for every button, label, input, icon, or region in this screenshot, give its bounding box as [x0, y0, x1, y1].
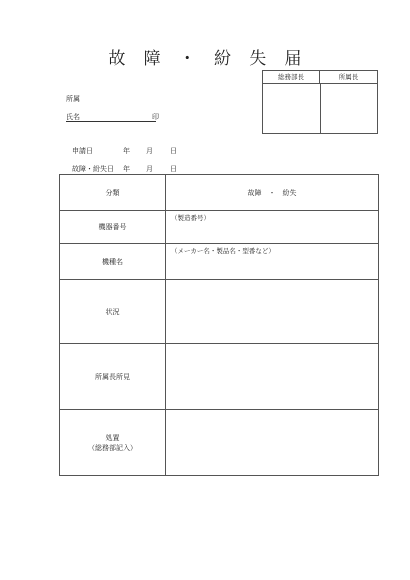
title-char: 届 [284, 49, 302, 69]
apply-year-unit: 年 [123, 147, 130, 155]
manager-opinion-field[interactable] [166, 344, 379, 410]
approval-stamp-box [262, 70, 378, 134]
disposal-field[interactable] [166, 410, 379, 476]
category-label: 分類 [60, 175, 166, 211]
model-field[interactable] [166, 244, 379, 280]
disposal-label: 処置 [105, 433, 120, 442]
incident-month-unit: 月 [146, 165, 153, 173]
equipment-no-note: （製造番号） [171, 214, 210, 222]
incident-date-label: 故障・紛失日 [72, 165, 114, 173]
approval-head-dept-manager: 所属長 [320, 71, 377, 84]
seal-label: 印 [152, 113, 159, 121]
apply-date-label: 申請日 [72, 147, 93, 155]
title-char: 障 [143, 49, 161, 69]
status-label: 状況 [60, 280, 166, 344]
page-title [0, 44, 410, 69]
equipment-no-field[interactable] [166, 211, 379, 244]
title-char: ・ [178, 49, 196, 69]
row-manager-opinion [60, 344, 379, 410]
apply-day-unit: 日 [170, 147, 177, 155]
model-label: 機種名 [60, 244, 166, 280]
row-model [60, 244, 379, 280]
manager-opinion-label: 所属長所見 [60, 344, 166, 410]
row-category [60, 175, 379, 211]
title-char: 紛 [214, 49, 232, 69]
disposal-sub-label: （総務部記入） [88, 443, 137, 452]
dept-label: 所属 [66, 95, 80, 103]
row-status [60, 280, 379, 344]
status-field[interactable] [166, 280, 379, 344]
row-equipment-no [60, 211, 379, 244]
row-disposal [60, 410, 379, 476]
name-label: 氏名 [66, 113, 80, 121]
title-char: 失 [249, 49, 267, 69]
category-value[interactable]: 故障 ・ 紛失 [166, 175, 379, 211]
incident-day-unit: 日 [170, 165, 177, 173]
report-form-table [59, 174, 379, 476]
model-note: （メーカー名・製品名・型番など） [171, 247, 275, 255]
equipment-no-label: 機器番号 [60, 211, 166, 244]
name-underline [66, 121, 156, 122]
title-char: 故 [108, 49, 126, 69]
apply-month-unit: 月 [146, 147, 153, 155]
incident-year-unit: 年 [123, 165, 130, 173]
disposal-label-cell [60, 410, 166, 476]
approval-divider [320, 84, 321, 133]
approval-head-general-affairs: 総務部長 [263, 71, 320, 84]
